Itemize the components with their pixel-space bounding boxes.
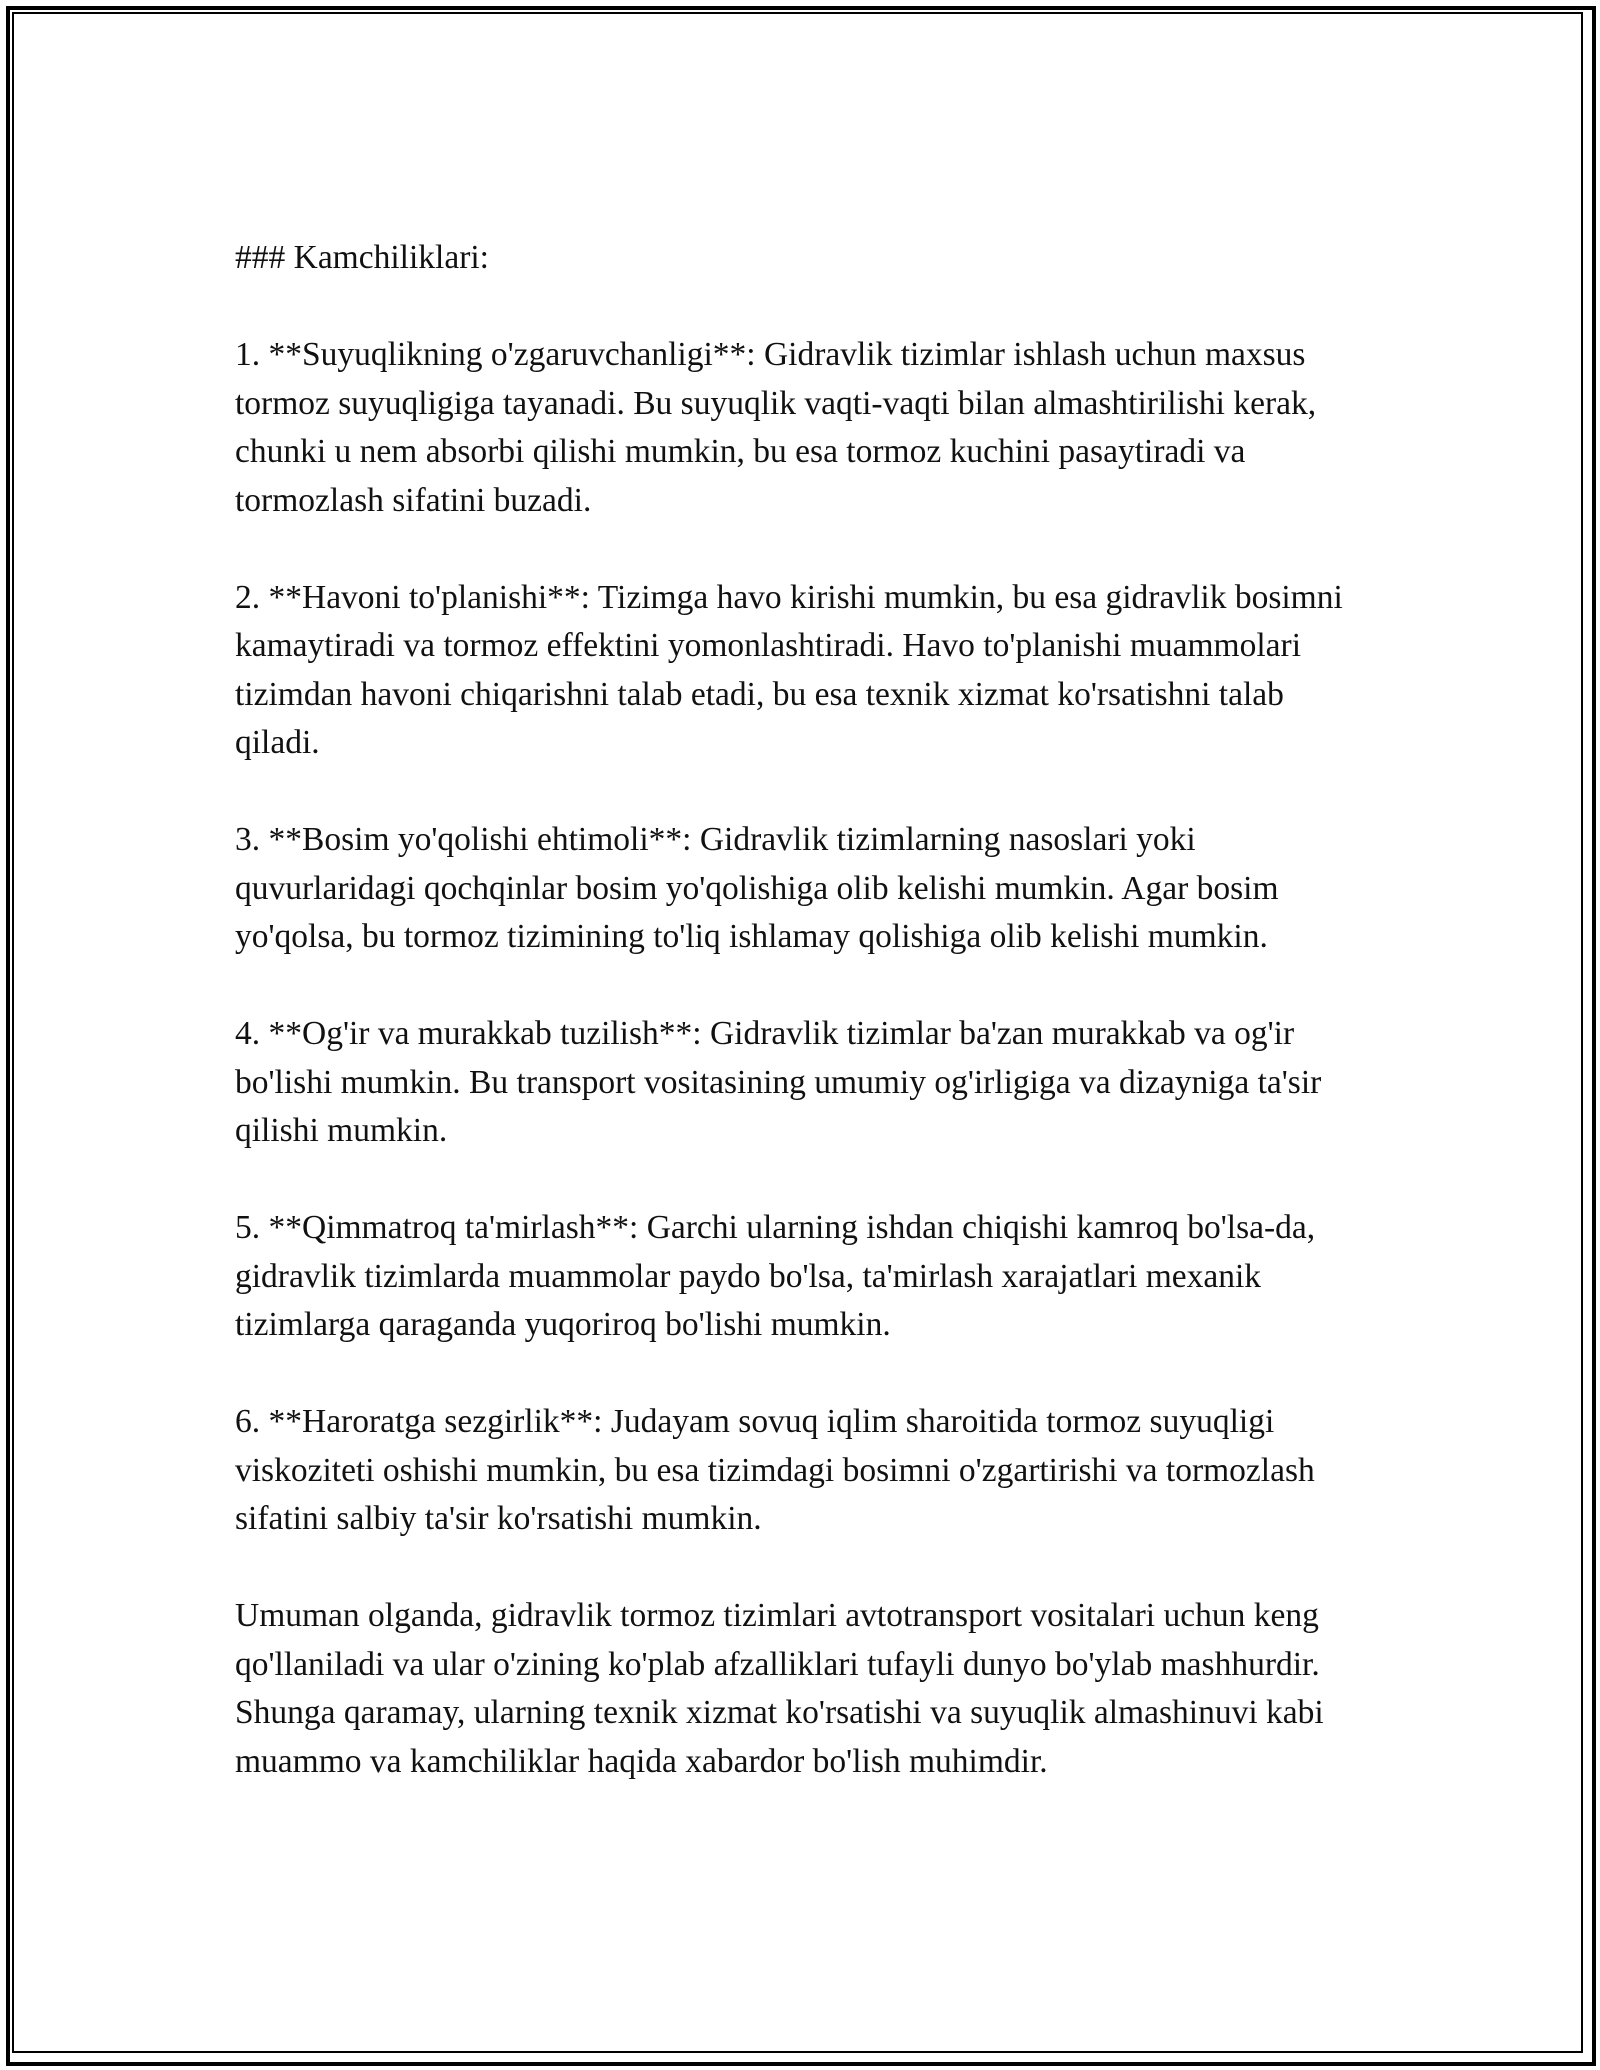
document-body (235, 234, 1370, 1786)
list-item-4: 4. **Og'ir va murakkab tuzilish**: Gidravlik tizimlar ba'zan murakkab va og'ir bo'lishi mumkin. Bu transport vositasining umumiy og'irligiga va dizayniga ta'sir qilishi mumkin. (235, 1015, 1322, 1149)
section-heading: ### Kamchiliklari: (235, 239, 489, 276)
conclusion-paragraph: Umuman olganda, gidravlik tormoz tizimlari avtotransport vositalari uchun keng qo'llaniladi va ular o'zining ko'plab afzalliklari tufayli dunyo bo'ylab mashhurdir. Shunga qaramay, ularning texnik xizmat ko'rsatishi va suyuqlik almashinuvi kabi muammo va kamchiliklar haqida xabardor bo'lish muhimdir. (235, 1597, 1324, 1780)
list-item-3: 3. **Bosim yo'qolishi ehtimoli**: Gidravlik tizimlarning nasoslari yoki quvurlaridagi qochqinlar bosim yo'qolishiga olib kelishi mumkin. Agar bosim yo'qolsa, bu tormoz tizimining to'liq ishlamay qolishiga olib kelishi mumkin. (235, 821, 1279, 955)
list-item-5: 5. **Qimmatroq ta'mirlash**: Garchi ularning ishdan chiqishi kamroq bo'lsa-da, gidravlik tizimlarda muammolar paydo bo'lsa, ta'mirlash xarajatlari mexanik tizimlarga qaraganda yuqoriroq bo'lishi mumkin. (235, 1209, 1316, 1343)
list-item-1: 1. **Suyuqlikning o'zgaruvchanligi**: Gidravlik tizimlar ishlash uchun maxsus tormoz suyuqligiga tayanadi. Bu suyuqlik vaqti-vaqti bilan almashtirilishi kerak, chunki u nem absorbi qilishi mumkin, bu esa tormoz kuchini pasaytiradi va tormozlash sifatini buzadi. (235, 336, 1317, 519)
list-item-6: 6. **Haroratga sezgirlik**: Judayam sovuq iqlim sharoitida tormoz suyuqligi viskoziteti oshishi mumkin, bu esa tizimdagi bosimni o'zgartirishi va tormozlash sifatini salbiy ta'sir ko'rsatishi mumkin. (235, 1403, 1315, 1537)
list-item-2: 2. **Havoni to'planishi**: Tizimga havo kirishi mumkin, bu esa gidravlik bosimni kamaytiradi va tormoz effektini yomonlashtiradi. Havo to'planishi muammolari tizimdan havoni chiqarishni talab etadi, bu esa texnik xizmat ko'rsatishni talab qiladi. (235, 578, 1343, 761)
